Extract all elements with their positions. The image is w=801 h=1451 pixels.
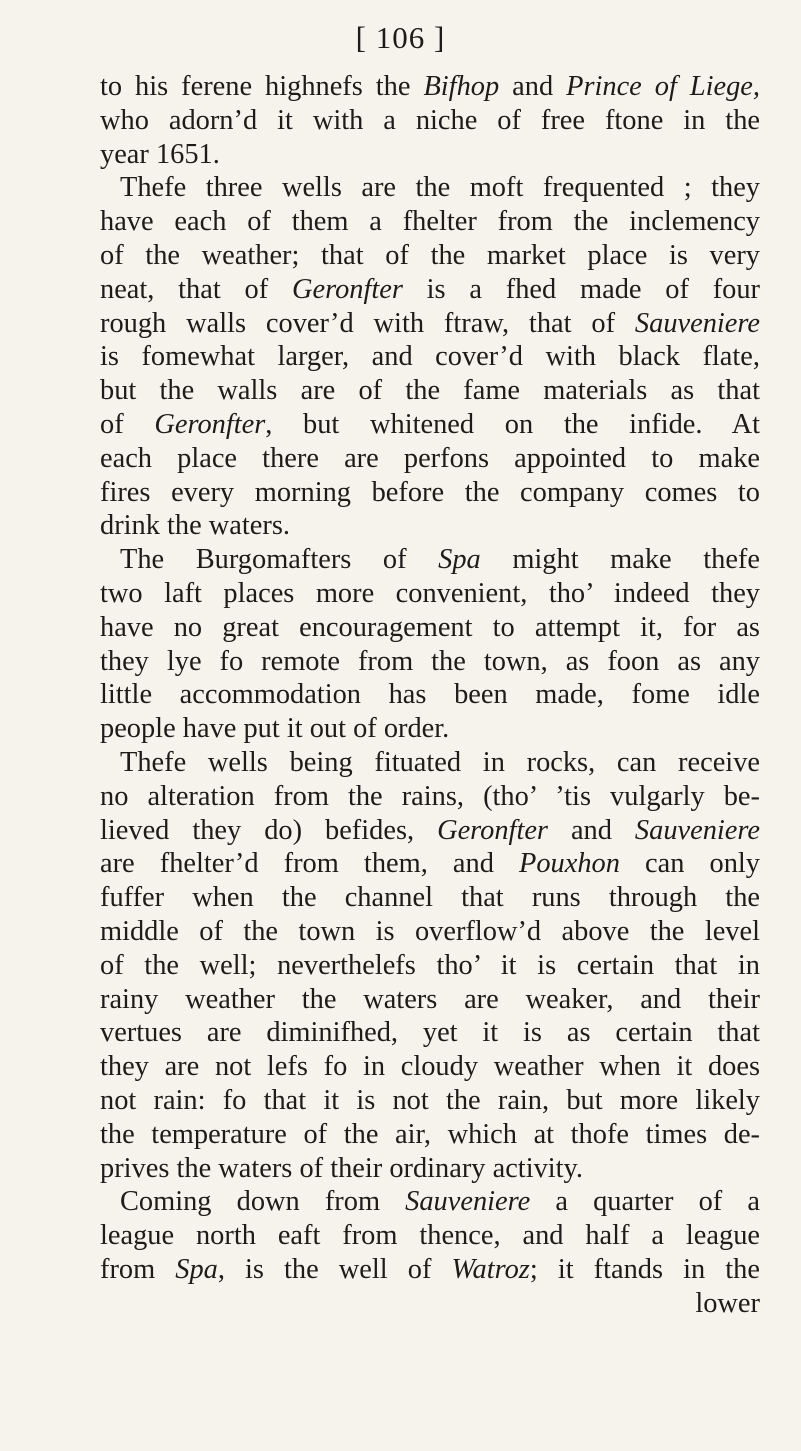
text-line	[100, 678, 760, 712]
text-segment: can only	[619, 848, 760, 880]
text-segment: a quarter of a	[530, 1186, 760, 1218]
text-line	[100, 442, 760, 476]
text-segment: is fomewhat larger, and cover’d with black flate,	[100, 341, 760, 373]
text-segment: Coming down from	[120, 1186, 406, 1218]
text-line	[100, 307, 760, 341]
italic-text: Geronfter	[291, 273, 403, 305]
italic-text: Spa	[175, 1253, 218, 1285]
italic-text: Geronfter	[437, 814, 548, 846]
text-segment: little accommodation has been made, fome idle	[100, 679, 760, 711]
text-segment: of the weather; that of the market place is very	[100, 239, 760, 271]
text-line	[100, 814, 760, 848]
text-line	[100, 104, 760, 138]
text-segment: , but whitened on the infide. At	[265, 408, 761, 440]
text-segment: no alteration from the rains, (tho’ ’tis vulgarly be-	[100, 780, 760, 812]
text-line	[100, 273, 760, 307]
text-segment: and	[499, 71, 567, 102]
text-line	[100, 70, 760, 104]
italic-text: Sauveniere	[405, 1186, 531, 1218]
text-segment: rough walls cover’d with ftraw, that of	[100, 307, 635, 339]
text-segment: from	[100, 1253, 176, 1285]
text-line	[100, 1219, 760, 1253]
text-segment: are fhelter’d from them, and	[100, 848, 519, 880]
italic-text: Bifhop	[423, 71, 500, 102]
text-line	[100, 983, 760, 1017]
body-text	[100, 70, 760, 1320]
text-line	[100, 915, 760, 949]
text-segment: lower	[695, 1287, 760, 1319]
text-line	[100, 949, 760, 983]
text-segment: they lye fo remote from the town, as foon as any	[100, 645, 760, 677]
text-line	[100, 611, 760, 645]
text-segment: rainy weather the waters are weaker, and their	[100, 983, 760, 1015]
italic-text: Sauveniere	[634, 814, 760, 846]
italic-text: Prince of Liege,	[566, 71, 760, 102]
italic-text: Spa	[438, 544, 481, 576]
text-segment: lieved they do) befides,	[100, 814, 438, 846]
text-segment: fuffer when the channel that runs through the	[100, 882, 760, 914]
text-segment: not rain: fo that it is not the rain, but more likely	[100, 1084, 760, 1116]
text-segment: Thefe three wells are the moft frequented ; they	[120, 172, 760, 204]
text-segment: who adorn’d it with a niche of free ftone in the	[100, 104, 760, 136]
text-line	[100, 171, 760, 205]
text-line	[100, 543, 760, 577]
text-line	[100, 408, 760, 442]
text-line	[100, 1016, 760, 1050]
text-line	[100, 1185, 760, 1219]
text-line	[100, 476, 760, 510]
text-segment: the temperature of the air, which at thofe times de-	[100, 1118, 760, 1150]
text-segment: they are not lefs fo in cloudy weather when it does	[100, 1051, 760, 1083]
page-number: [ 106 ]	[355, 20, 446, 55]
text-segment: two laft places more convenient, tho’ indeed they	[100, 577, 760, 609]
text-segment: , is the well of	[217, 1253, 452, 1285]
text-segment: neat, that of	[100, 273, 292, 305]
text-segment: each place there are perfons appointed to make	[100, 442, 760, 474]
text-segment: have no great encouragement to attempt it, for as	[100, 611, 760, 643]
italic-text: Watroz	[451, 1253, 530, 1285]
text-segment: of	[100, 408, 155, 440]
text-segment: drink the waters.	[100, 510, 291, 542]
text-line	[100, 1050, 760, 1084]
text-line	[100, 509, 760, 543]
text-segment: of the well; neverthelefs tho’ it is certain that in	[100, 949, 760, 981]
text-line	[100, 1118, 760, 1152]
text-segment: ; it ftands in the	[529, 1253, 760, 1285]
text-segment: and	[547, 814, 635, 846]
text-segment: league north eaft from thence, and half a league	[100, 1220, 760, 1252]
text-line	[100, 712, 760, 746]
text-line	[100, 239, 760, 273]
text-line	[100, 645, 760, 679]
text-line	[100, 138, 760, 172]
italic-text: Geronfter	[154, 408, 266, 440]
text-segment: is a fhed made of four	[402, 273, 761, 305]
text-line	[100, 746, 760, 780]
text-segment: have each of them a fhelter from the inclemency	[100, 206, 760, 238]
text-line	[100, 340, 760, 374]
text-line	[100, 780, 760, 814]
text-line	[100, 1152, 760, 1186]
italic-text: Pouxhon	[519, 848, 620, 880]
text-line	[100, 205, 760, 239]
text-segment: The Burgomafters of	[120, 544, 439, 576]
text-segment: to his ferene highnefs the	[100, 71, 424, 102]
text-line	[100, 1253, 760, 1287]
text-segment: might make thefe	[480, 544, 760, 576]
text-line	[100, 374, 760, 408]
text-segment: fires every morning before the company comes to	[100, 476, 760, 508]
text-segment: people have put it out of order.	[100, 713, 450, 745]
text-line	[100, 577, 760, 611]
text-segment: year 1651.	[100, 138, 220, 170]
text-line	[100, 1084, 760, 1118]
text-line	[100, 847, 760, 881]
text-segment: but the walls are of the fame materials as that	[100, 375, 760, 407]
text-line	[100, 881, 760, 915]
text-segment: vertues are diminifhed, yet it is as certain that	[100, 1017, 760, 1049]
italic-text: Sauveniere	[634, 307, 760, 339]
text-segment: Thefe wells being fituated in rocks, can receive	[120, 746, 760, 778]
text-line	[100, 1287, 760, 1321]
text-segment: middle of the town is overflow’d above the level	[100, 915, 760, 947]
text-segment: prives the waters of their ordinary activity.	[100, 1152, 584, 1184]
